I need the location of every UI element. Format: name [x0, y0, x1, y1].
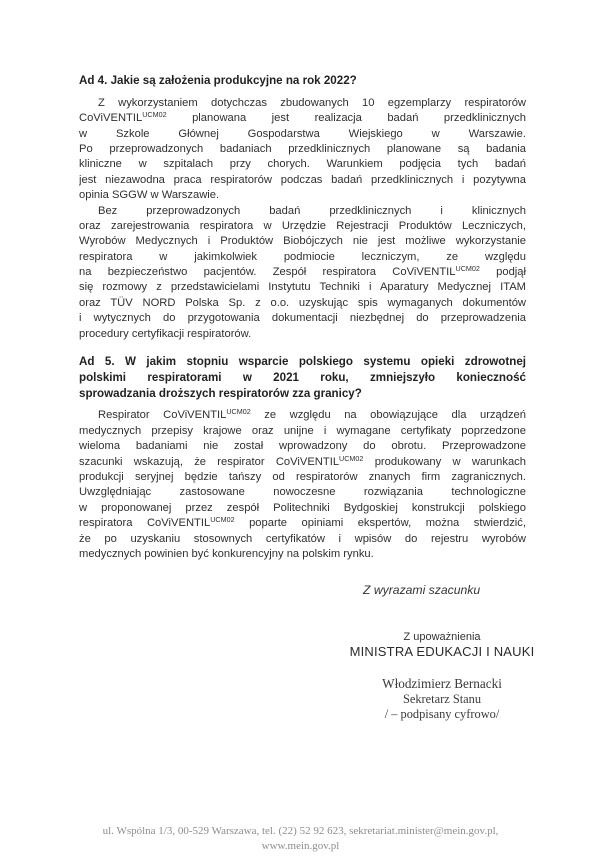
heading-line: sprowadzania droższych respiratorów zza granicy? — [79, 386, 362, 400]
superscript-model-code: UCM02 — [455, 265, 480, 274]
para-block — [79, 408, 526, 562]
para-line: jest niezawodna praca respiratorów podczas badań przedklinicznych i pozytywna — [79, 173, 526, 186]
para-line: Uwzględniając zastosowane nowoczesne rozwiązania technologiczne — [79, 486, 526, 499]
para-line: CoViVENTIL$^{UCM02}$ planowana jest realizacja badań przedklinicznych — [79, 111, 526, 125]
para-line: się rozmowy z przedstawicielami Instytutu Techniki i Aparatury Medycznej ITAM — [79, 281, 526, 294]
para-line: Wyrobów Medycznych i Produktów Biobójczych nie jest możliwe wykorzystanie — [79, 235, 526, 248]
footer-address-line: ul. Wspólna 1/3, 00-529 Warszawa, tel. (22) 52 92 623, sekretariat.minister@mein.gov.pl, — [102, 825, 499, 837]
para-line: medycznych przepisy krajowe oraz unijne i wymagane certyfikaty poprzedzone — [79, 424, 526, 437]
para-line: na bezpieczeństwo pacjentów. Zespół respiratora CoViVENTIL$^{UCM02}$ podjął — [79, 265, 526, 279]
superscript-model-code: UCM02 — [339, 454, 364, 463]
signer-details — [292, 676, 592, 723]
para-line: że po uzyskaniu stosownych certyfikatów i wpisów do rejestru wyrobów — [79, 532, 526, 545]
para-block — [79, 96, 526, 204]
para-block — [79, 204, 526, 343]
document-content — [79, 73, 526, 562]
page-footer — [0, 824, 601, 854]
para-line: Po przeprowadzonych badaniach przedklinicznych planowane są badania — [79, 142, 526, 155]
para-line: medycznych powinien być konkurencyjny na polskim rynku. — [79, 547, 374, 560]
signature-block — [292, 631, 592, 723]
heading-line: Ad 5. W jakim stopniu wsparcie polskiego systemu opieki zdrowotnej — [79, 355, 526, 369]
para-line: wieloma badaniami nie został wprowadzony do obrotu. Przeprowadzone — [79, 440, 526, 453]
superscript-model-code: UCM02 — [226, 408, 251, 417]
digital-signature-note: / – podpisany cyfrowo/ — [384, 707, 500, 722]
para-line: w proponowanej przez zespół Politechniki Bydgoskiej konstrukcji polskiego — [79, 501, 526, 514]
para-line: i wytycznych do przygotowania dokumentacji niezbędnej do przeprowadzenia — [79, 312, 526, 325]
heading-line: Ad 4. Jakie są założenia produkcyjne na rok 2022? — [79, 74, 357, 87]
para-line: produkcji seryjnej będzie tańszy od respiratorów znanych firm zagranicznych. — [79, 471, 526, 483]
para-line: Bez przeprowadzonych badań przedklinicznych i klinicznych — [98, 204, 526, 217]
superscript-model-code: UCM02 — [142, 111, 167, 120]
para-line: oraz zarejestrowania respiratora w Urzędzie Rejestracji Produktów Leczniczych, — [79, 219, 526, 232]
para-line: oraz TÜV NORD Polska Sp. z o.o. uzyskując spis wymaganych dokumentów — [79, 296, 526, 309]
para-line: kliniczne w szpitalach przy chorych. Warunkiem podjęcia tych badań — [79, 158, 526, 171]
superscript-model-code: UCM02 — [210, 516, 235, 525]
para-line: szacunki wskazują, że respirator CoViVENTIL$^{UCM02}$ produkowany w warunkach — [79, 454, 526, 468]
para-line: respiratora w jakimkolwiek podmiocie leczniczym, ze względu — [79, 250, 526, 263]
heading-block — [79, 73, 526, 89]
footer-website: www.mein.gov.pl — [261, 840, 340, 852]
para-line: procedury certyfikacji respiratorów. — [79, 327, 252, 340]
para-line: respiratora CoViVENTIL$^{UCM02}$ poparte opiniami ekspertów, można stwierdzić, — [79, 516, 526, 530]
heading-block — [79, 354, 526, 401]
heading-line: polskimi respiratorami w 2021 roku, zmniejszyło konieczność — [79, 370, 526, 384]
para-line: w Szkole Głównej Gospodarstwa Wiejskiego w Warszawie. — [79, 127, 526, 140]
signer-name: Włodzimierz Bernacki — [382, 676, 502, 691]
authority-name: MINISTRA EDUKACJI I NAUKI — [349, 644, 535, 659]
authorization-label: Z upoważnienia — [403, 631, 481, 643]
para-line: opinia SGGW w Warszawie. — [79, 189, 220, 202]
para-line: Respirator CoViVENTIL$^{UCM02}$ ze względu na obowiązujące dla urządzeń — [98, 408, 526, 422]
signer-title: Sekretarz Stanu — [402, 691, 482, 706]
closing-salutation: Z wyrazami szacunku — [363, 583, 481, 597]
para-line: Z wykorzystaniem dotychczas zbudowanych 10 egzemplarzy respiratorów — [98, 96, 526, 109]
